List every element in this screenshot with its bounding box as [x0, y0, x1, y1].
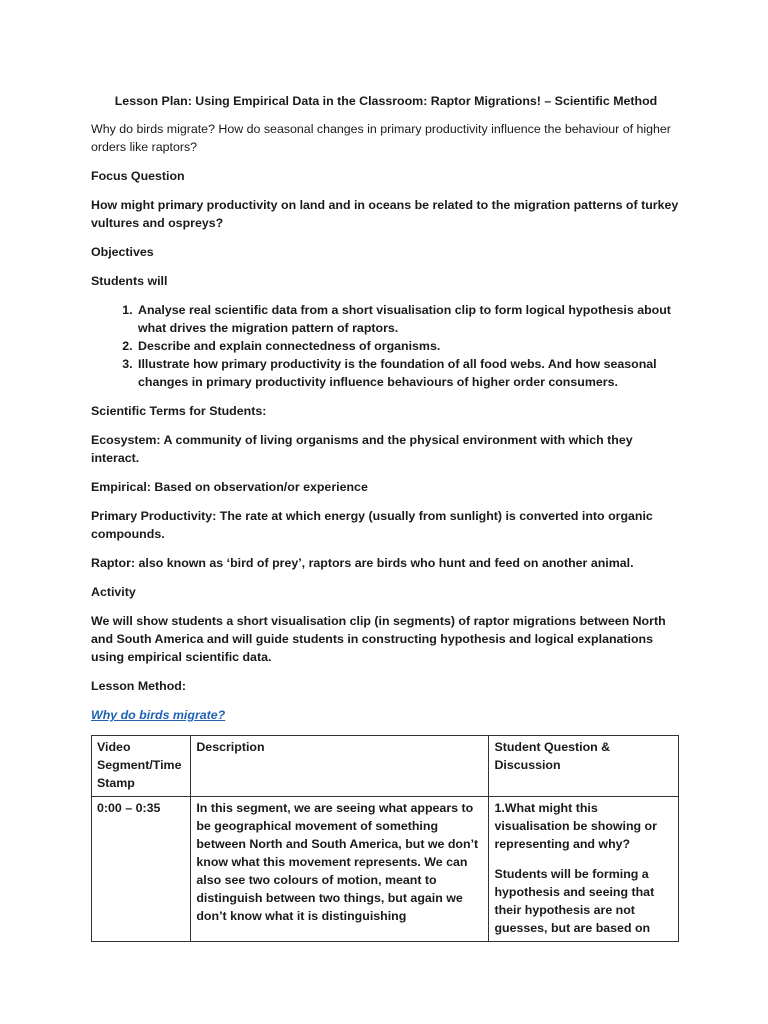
- term-label: Primary Productivity:: [91, 509, 217, 523]
- term-ecosystem: [91, 431, 681, 467]
- student-discussion: Students will be forming a hypothesis and seeing that their hypothesis are not guesses, but are based on: [494, 867, 655, 935]
- objective-item: 2. Describe and explain connectedness of organisms.: [136, 337, 681, 355]
- cell-description: In this segment, we are seeing what appears to be geographical movement of something between North and South America, but we don’t know what this movement represents. We can also see two colours of motion, meant to distinguish between two things, but again we don’t know what it is distinguishing: [191, 797, 489, 942]
- term-definition: A community of living organisms and the physical environment with which they interact.: [91, 433, 633, 465]
- terms-heading: Scientific Terms for Students:: [91, 404, 267, 418]
- method-link-line: [91, 706, 681, 724]
- header-time-stamp: Video Segment/Time Stamp: [92, 736, 191, 797]
- cell-question: [489, 797, 679, 942]
- term-raptor: [91, 554, 681, 572]
- objectives-lead: Students will: [91, 274, 168, 288]
- objective-item: 1. Analyse real scientific data from a short visualisation clip to form logical hypothesis about what drives the migration pattern of raptors.: [136, 301, 681, 337]
- focus-text: How might primary productivity on land and in oceans be related to the migration patterns of turkey vultures and ospreys?: [91, 198, 679, 230]
- term-label: Empirical:: [91, 480, 151, 494]
- table-header-row: [92, 736, 679, 797]
- intro-paragraph: Why do birds migrate? How do seasonal changes in primary productivity influence the behaviour of higher orders like raptors?: [91, 122, 671, 154]
- student-question: 1.What might this visualisation be showing or representing and why?: [494, 801, 657, 851]
- term-definition: also known as ‘bird of prey’, raptors are birds who hunt and feed on another animal.: [135, 556, 634, 570]
- table-row: [92, 797, 679, 942]
- header-description: Description: [191, 736, 489, 797]
- term-primary-productivity: [91, 507, 681, 543]
- header-student-question: Student Question & Discussion: [489, 736, 679, 797]
- objectives-list: [91, 301, 681, 391]
- focus-heading: Focus Question: [91, 169, 185, 183]
- term-definition: The rate at which energy (usually from sunlight) is converted into organic compounds.: [91, 509, 653, 541]
- why-birds-migrate-link[interactable]: Why do birds migrate?: [91, 708, 226, 722]
- segment-table: [91, 735, 679, 942]
- objectives-heading: Objectives: [91, 245, 154, 259]
- spacer: [494, 853, 673, 865]
- objective-item: 3. Illustrate how primary productivity is the foundation of all food webs. And how seasonal changes in primary productivity influence behaviours of higher order consumers.: [136, 355, 681, 391]
- activity-heading: Activity: [91, 585, 136, 599]
- page-title: Lesson Plan: Using Empirical Data in the Classroom: Raptor Migrations! – Scientific Method: [114, 94, 658, 108]
- term-definition: Based on observation/or experience: [150, 480, 368, 494]
- method-heading: Lesson Method:: [91, 679, 186, 693]
- term-label: Ecosystem:: [91, 433, 161, 447]
- term-empirical: [91, 478, 681, 496]
- document-content: [91, 92, 681, 942]
- cell-time: 0:00 – 0:35: [92, 797, 191, 942]
- term-label: Raptor:: [91, 556, 136, 570]
- activity-text: We will show students a short visualisation clip (in segments) of raptor migrations between North and South America and will guide students in constructing hypothesis and logical explanations using empirical scientific data.: [91, 614, 666, 664]
